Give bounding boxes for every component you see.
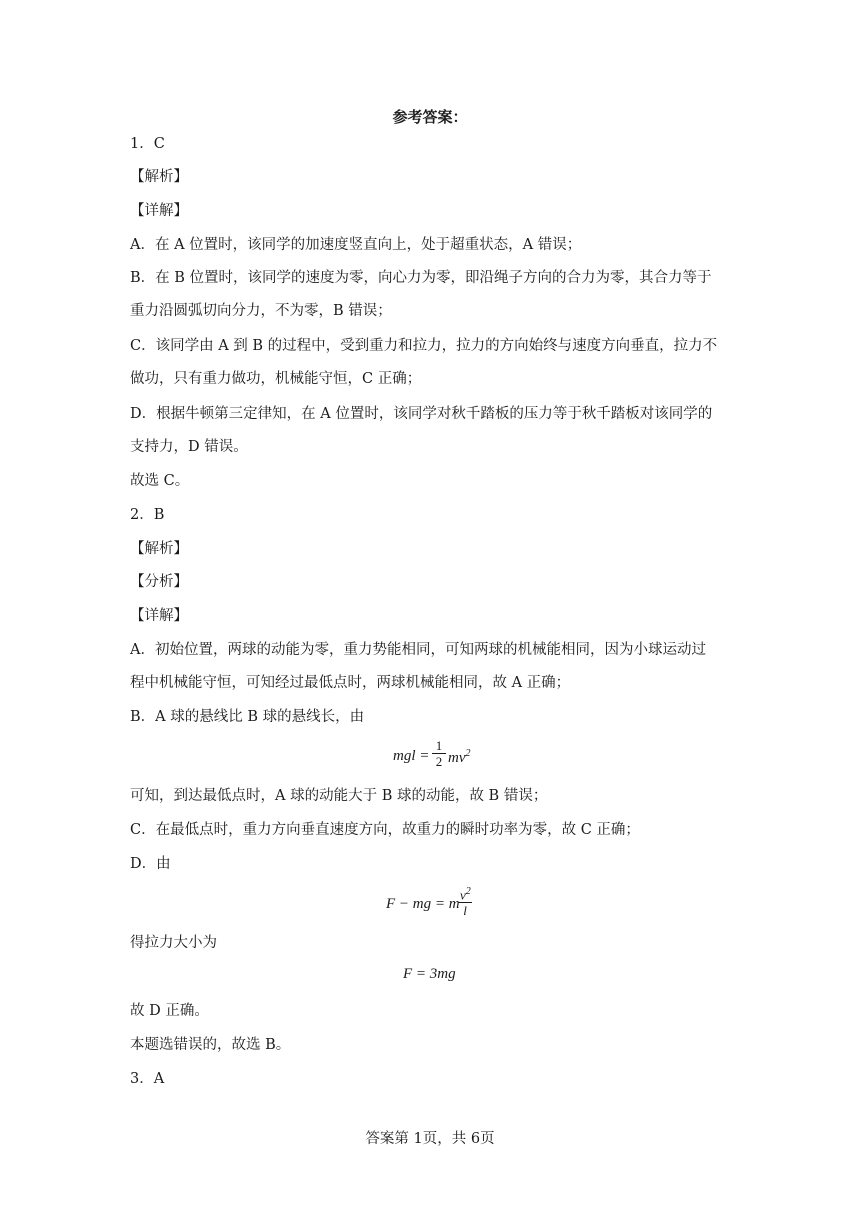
formula-energy-left: mgl =	[393, 748, 430, 764]
text-line: D．由	[130, 856, 171, 872]
formula-force-fraction	[458, 884, 472, 918]
text-line: 支持力，D 错误。	[130, 439, 248, 455]
section-label: 【解析】	[130, 541, 188, 557]
section-label: 【详解】	[130, 203, 188, 219]
text-line: 做功，只有重力做功，机械能守恒，C 正确；	[130, 371, 422, 387]
formula-energy-fraction	[432, 738, 446, 769]
page-footer: 答案第 1页，共 6页	[365, 1131, 495, 1147]
fraction-denominator: 2	[435, 754, 443, 769]
answer-number-2: 2．B	[130, 507, 165, 523]
page-title: 参考答案：	[392, 108, 468, 126]
text-line: B．在 B 位置时，该同学的速度为零，向心力为零，即沿绳子方向的合力为零，其合力等于	[130, 270, 712, 286]
text-line: 本题选错误的，故选 B。	[130, 1037, 291, 1053]
answer-number-1: 1．C	[130, 136, 165, 152]
formula-energy-right: $mv^2$	[448, 748, 471, 766]
fraction-numerator: $v^2$	[460, 886, 471, 903]
text-line: 重力沿圆弧切向分力，不为零，B 错误；	[130, 303, 392, 319]
section-label: 【解析】	[130, 169, 188, 185]
text-line: 程中机械能守恒，可知经过最低点时，两球机械能相同，故 A 正确；	[130, 675, 571, 691]
answer-number-3: 3．A	[130, 1071, 165, 1087]
text-line: C．在最低点时，重力方向垂直速度方向，故重力的瞬时功率为零，故 C 正确；	[130, 822, 640, 838]
section-label: 【详解】	[130, 608, 188, 624]
text-line: D．根据牛顿第三定律知，在 A 位置时，该同学对秋千踏板的压力等于秋千踏板对该同学的	[130, 406, 713, 422]
formula-tension: F = 3mg	[403, 966, 456, 982]
text-line: A．初始位置，两球的动能为零，重力势能相同，可知两球的机械能相同，因为小球运动过	[130, 642, 706, 658]
formula-force-left: F − mg = m	[386, 896, 460, 912]
fraction-numerator: 1	[432, 738, 446, 754]
fraction-denominator: l	[463, 903, 467, 919]
text-line: C．该同学由 A 到 B 的过程中，受到重力和拉力，拉力的方向始终与速度方向垂直，拉力不	[130, 338, 718, 354]
section-label: 【分析】	[130, 574, 188, 590]
text-line: B．A 球的悬线比 B 球的悬线长，由	[130, 709, 365, 725]
text-line: 得拉力大小为	[130, 935, 217, 951]
text-line: 可知，到达最低点时，A 球的动能大于 B 球的动能，故 B 错误；	[130, 788, 548, 804]
text-line: A．在 A 位置时，该同学的加速度竖直向上，处于超重状态，A 错误；	[130, 237, 582, 253]
text-line: 故选 C。	[130, 473, 190, 489]
text-line: 故 D 正确。	[130, 1003, 209, 1019]
